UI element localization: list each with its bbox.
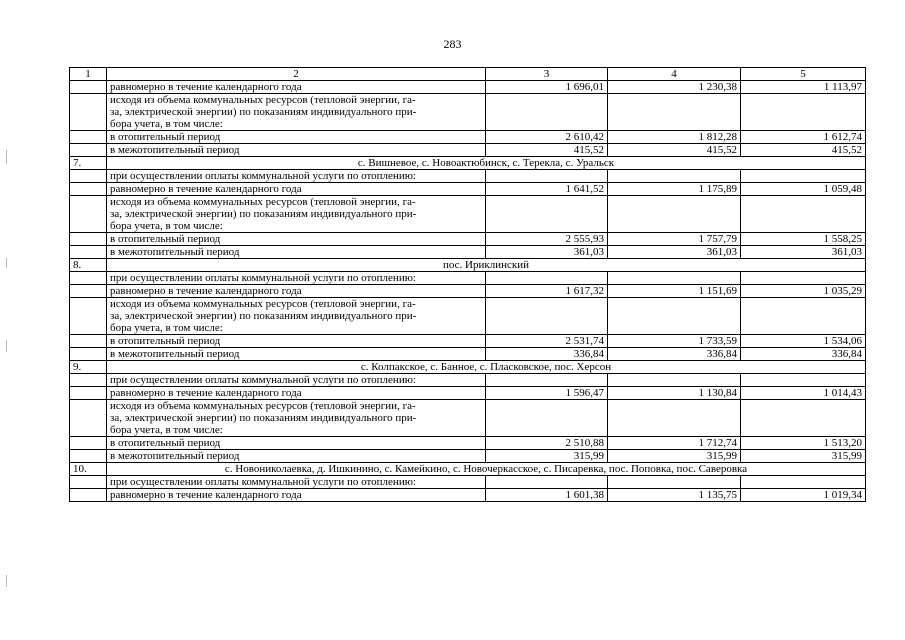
page-number: 283 (443, 37, 462, 51)
value-col-5 (741, 400, 866, 437)
row-label: при осуществлении оплаты коммунальной услуги по отоплению: (107, 374, 486, 387)
value-col-5 (741, 298, 866, 335)
value-col-4 (608, 374, 741, 387)
row-label: в межотопительный период (107, 348, 486, 361)
table-row (70, 94, 866, 131)
value-col-4: 336,84 (608, 348, 741, 361)
row-number (70, 450, 107, 463)
value-col-3: 1 601,38 (486, 489, 608, 502)
value-col-3: 1 596,47 (486, 387, 608, 400)
value-col-4: 1 733,59 (608, 335, 741, 348)
value-col-3: 2 555,93 (486, 233, 608, 246)
row-label-line: бора учета, в том числе: (110, 118, 223, 130)
value-col-5 (741, 476, 866, 489)
value-col-5: 1 534,06 (741, 335, 866, 348)
value-col-3: 415,52 (486, 144, 608, 157)
row-number (70, 374, 107, 387)
section-number: 7. (70, 157, 107, 170)
row-label: в межотопительный период (107, 450, 486, 463)
row-label-line: за, электрической энергии) по показаниям индивидуального при- (110, 106, 417, 118)
value-col-4 (608, 476, 741, 489)
row-label (107, 298, 486, 335)
section-row (70, 259, 866, 272)
row-number (70, 272, 107, 285)
value-col-4: 1 135,75 (608, 489, 741, 502)
table-row (70, 272, 866, 285)
row-label (107, 196, 486, 233)
value-col-5: 1 558,25 (741, 233, 866, 246)
row-number (70, 233, 107, 246)
row-label: равномерно в течение календарного года (107, 285, 486, 298)
table-header-row (70, 68, 866, 81)
value-col-5: 1 035,29 (741, 285, 866, 298)
value-col-5: 315,99 (741, 450, 866, 463)
scan-edge-mark (6, 258, 7, 268)
value-col-5 (741, 196, 866, 233)
row-number (70, 196, 107, 233)
row-label: в отопительный период (107, 233, 486, 246)
section-row (70, 157, 866, 170)
table-row (70, 285, 866, 298)
value-col-3: 2 510,88 (486, 437, 608, 450)
row-label: равномерно в течение календарного года (107, 183, 486, 196)
section-row (70, 463, 866, 476)
row-number (70, 348, 107, 361)
header-col-4: 4 (608, 68, 741, 81)
value-col-3 (486, 374, 608, 387)
value-col-4: 1 712,74 (608, 437, 741, 450)
section-number: 8. (70, 259, 107, 272)
value-col-3: 1 617,32 (486, 285, 608, 298)
value-col-4: 1 757,79 (608, 233, 741, 246)
value-col-3: 1 641,52 (486, 183, 608, 196)
value-col-5: 361,03 (741, 246, 866, 259)
row-label-line: исходя из объема коммунальных ресурсов (тепловой энергии, га- (110, 196, 416, 208)
row-number (70, 246, 107, 259)
value-col-4: 361,03 (608, 246, 741, 259)
value-col-5: 336,84 (741, 348, 866, 361)
row-label: равномерно в течение календарного года (107, 387, 486, 400)
table-row (70, 489, 866, 502)
row-number (70, 335, 107, 348)
value-col-3: 2 531,74 (486, 335, 608, 348)
row-label: при осуществлении оплаты коммунальной услуги по отоплению: (107, 476, 486, 489)
value-col-5 (741, 94, 866, 131)
table-row (70, 196, 866, 233)
row-label: равномерно в течение календарного года (107, 489, 486, 502)
row-number (70, 285, 107, 298)
row-label (107, 94, 486, 131)
value-col-5: 1 612,74 (741, 131, 866, 144)
table-row (70, 374, 866, 387)
value-col-4 (608, 298, 741, 335)
table-row (70, 400, 866, 437)
scan-edge-mark (6, 150, 7, 164)
table-row (70, 81, 866, 94)
row-number (70, 183, 107, 196)
table-row (70, 437, 866, 450)
value-col-3 (486, 170, 608, 183)
row-label: в отопительный период (107, 335, 486, 348)
section-title: с. Новониколаевка, д. Ишкинино, с. Камейкино, с. Новочеркасское, с. Писаревка, пос. Поповка, пос. Саверовка (107, 463, 866, 476)
value-col-5: 1 513,20 (741, 437, 866, 450)
row-number (70, 94, 107, 131)
table-row (70, 170, 866, 183)
value-col-3: 361,03 (486, 246, 608, 259)
row-label-line: исходя из объема коммунальных ресурсов (тепловой энергии, га- (110, 298, 416, 310)
table-row (70, 298, 866, 335)
header-col-2: 2 (107, 68, 486, 81)
section-row (70, 361, 866, 374)
row-label-line: бора учета, в том числе: (110, 322, 223, 334)
table-row (70, 450, 866, 463)
table-row (70, 233, 866, 246)
value-col-5: 1 014,43 (741, 387, 866, 400)
row-label: при осуществлении оплаты коммунальной услуги по отоплению: (107, 170, 486, 183)
header-col-1: 1 (70, 68, 107, 81)
value-col-5 (741, 170, 866, 183)
row-label-line: исходя из объема коммунальных ресурсов (тепловой энергии, га- (110, 400, 416, 412)
table-row (70, 144, 866, 157)
row-number (70, 131, 107, 144)
value-col-4 (608, 196, 741, 233)
value-col-5: 1 059,48 (741, 183, 866, 196)
row-label-line: за, электрической энергии) по показаниям индивидуального при- (110, 412, 417, 424)
value-col-4: 1 175,89 (608, 183, 741, 196)
row-label (107, 400, 486, 437)
table-row (70, 183, 866, 196)
value-col-3 (486, 476, 608, 489)
table-row (70, 131, 866, 144)
row-label: в отопительный период (107, 437, 486, 450)
value-col-5 (741, 272, 866, 285)
row-number (70, 476, 107, 489)
value-col-4: 315,99 (608, 450, 741, 463)
value-col-5: 1 113,97 (741, 81, 866, 94)
row-label-line: за, электрической энергии) по показаниям индивидуального при- (110, 310, 417, 322)
scan-edge-mark (6, 340, 7, 352)
table-row (70, 387, 866, 400)
row-number (70, 387, 107, 400)
section-number: 9. (70, 361, 107, 374)
row-label: при осуществлении оплаты коммунальной услуги по отоплению: (107, 272, 486, 285)
table-row (70, 476, 866, 489)
value-col-4 (608, 170, 741, 183)
value-col-4 (608, 272, 741, 285)
header-col-5: 5 (741, 68, 866, 81)
row-number (70, 298, 107, 335)
row-label-line: бора учета, в том числе: (110, 220, 223, 232)
section-title: с. Колпакское, с. Банное, с. Пласковское, пос. Херсон (107, 361, 866, 374)
value-col-3 (486, 94, 608, 131)
value-col-4: 1 130,84 (608, 387, 741, 400)
row-label: в отопительный период (107, 131, 486, 144)
scan-edge-mark (6, 575, 7, 587)
row-label-line: бора учета, в том числе: (110, 424, 223, 436)
row-number (70, 437, 107, 450)
row-label-line: исходя из объема коммунальных ресурсов (тепловой энергии, га- (110, 94, 416, 106)
row-number (70, 170, 107, 183)
row-number (70, 489, 107, 502)
value-col-3 (486, 298, 608, 335)
value-col-4: 415,52 (608, 144, 741, 157)
value-col-4 (608, 94, 741, 131)
row-label: в межотопительный период (107, 144, 486, 157)
value-col-5: 1 019,34 (741, 489, 866, 502)
row-number (70, 144, 107, 157)
value-col-4: 1 812,28 (608, 131, 741, 144)
section-title: с. Вишневое, с. Новоактюбинск, с. Терекла, с. Уральск (107, 157, 866, 170)
value-col-3: 315,99 (486, 450, 608, 463)
table-row (70, 335, 866, 348)
section-number: 10. (70, 463, 107, 476)
value-col-3: 1 696,01 (486, 81, 608, 94)
table-row (70, 348, 866, 361)
value-col-4 (608, 400, 741, 437)
value-col-3 (486, 196, 608, 233)
value-col-5 (741, 374, 866, 387)
value-col-4: 1 151,69 (608, 285, 741, 298)
header-col-3: 3 (486, 68, 608, 81)
value-col-3 (486, 400, 608, 437)
row-number (70, 81, 107, 94)
row-label-line: за, электрической энергии) по показаниям индивидуального при- (110, 208, 417, 220)
value-col-3: 2 610,42 (486, 131, 608, 144)
row-label: в межотопительный период (107, 246, 486, 259)
value-col-3: 336,84 (486, 348, 608, 361)
row-label: равномерно в течение календарного года (107, 81, 486, 94)
section-title: пос. Ириклинский (107, 259, 866, 272)
row-number (70, 400, 107, 437)
table-row (70, 246, 866, 259)
value-col-3 (486, 272, 608, 285)
value-col-5: 415,52 (741, 144, 866, 157)
tariff-table (69, 67, 866, 502)
value-col-4: 1 230,38 (608, 81, 741, 94)
